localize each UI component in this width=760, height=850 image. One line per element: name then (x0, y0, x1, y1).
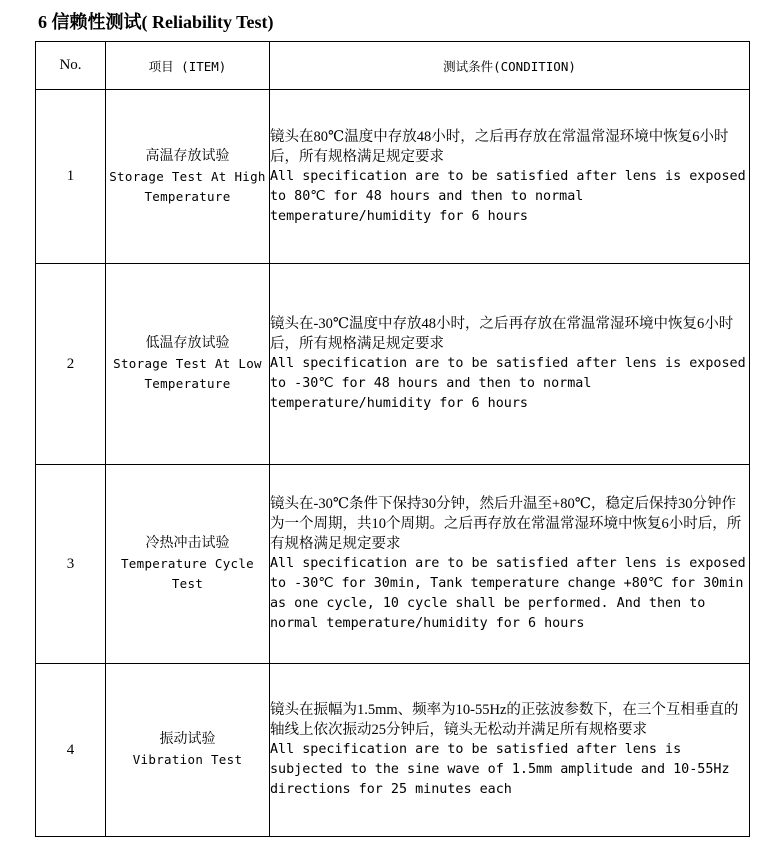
item-name-zh: 冷热冲击试验 (145, 536, 230, 551)
item-name-zh: 低温存放试验 (145, 336, 230, 351)
item-cell (106, 90, 270, 264)
table-row (36, 664, 750, 837)
item-name-en: Storage Test At Low Temperature (113, 356, 262, 391)
condition-en: All specification are to be satisfied after lens is subjected to the sine wave of 1.5mm amplitude and 10-55Hz directions for 25 minutes each (270, 742, 730, 797)
condition-cell (270, 264, 750, 465)
header-condition: 测试条件(CONDITION) (270, 42, 750, 90)
row-number: 2 (36, 264, 106, 465)
condition-en: All specification are to be satisfied after lens is exposed to 80℃ for 48 hours and then to normal temperature/humidity for 6 hours (270, 168, 746, 224)
condition-en: All specification are to be satisfied after lens is exposed to -30℃ for 30min, Tank temperature change +80℃ for 30min as one cycle, 10 cycle shall be performed. And then to normal temperature/humidity for 6 hours (270, 556, 746, 631)
section-number: 6 (38, 12, 47, 32)
condition-cell (270, 90, 750, 264)
condition-cell (270, 465, 750, 664)
condition-cell (270, 664, 750, 837)
reliability-test-table (35, 41, 750, 837)
section-heading (38, 8, 274, 34)
item-name-en: Vibration Test (132, 752, 243, 767)
item-name-zh: 振动试验 (159, 732, 216, 747)
item-name-en: Temperature Cycle Test (120, 556, 255, 591)
table-header-row (36, 42, 750, 90)
row-number: 4 (36, 664, 106, 837)
table-row (36, 465, 750, 664)
item-cell (106, 664, 270, 837)
condition-en: All specification are to be satisfied after lens is exposed to -30℃ for 48 hours and then to normal temperature/humidity for 6 hours (270, 356, 746, 411)
item-name-zh: 高温存放试验 (145, 148, 230, 164)
item-cell (106, 264, 270, 465)
table-row (36, 264, 750, 465)
row-number: 3 (36, 465, 106, 664)
header-item: 项目 (ITEM) (106, 42, 270, 90)
row-number: 1 (36, 90, 106, 264)
condition-zh: 镜头在80℃温度中存放48小时，之后再存放在常温常湿环境中恢复6小时后，所有规格满足规定要求 (270, 128, 729, 165)
item-cell (106, 465, 270, 664)
condition-zh: 镜头在-30℃条件下保持30分钟，然后升温至+80℃，稳定后保持30分钟作为一个周期，共10个周期。之后再存放在常温常湿环境中恢复6小时后，所有规格满足规定要求 (270, 496, 742, 552)
section-title: 信赖性测试( Reliability Test) (51, 12, 274, 32)
condition-zh: 镜头在-30℃温度中存放48小时，之后再存放在常温常湿环境中恢复6小时后，所有规格满足规定要求 (270, 316, 734, 352)
condition-zh: 镜头在振幅为1.5mm、频率为10-55Hz的正弦波参数下，在三个互相垂直的轴线上依次振动25分钟后，镜头无松动并满足所有规格要求 (270, 702, 739, 738)
header-no: No. (36, 42, 106, 90)
item-name-en: Storage Test At High Temperature (109, 168, 266, 204)
table-row (36, 90, 750, 264)
